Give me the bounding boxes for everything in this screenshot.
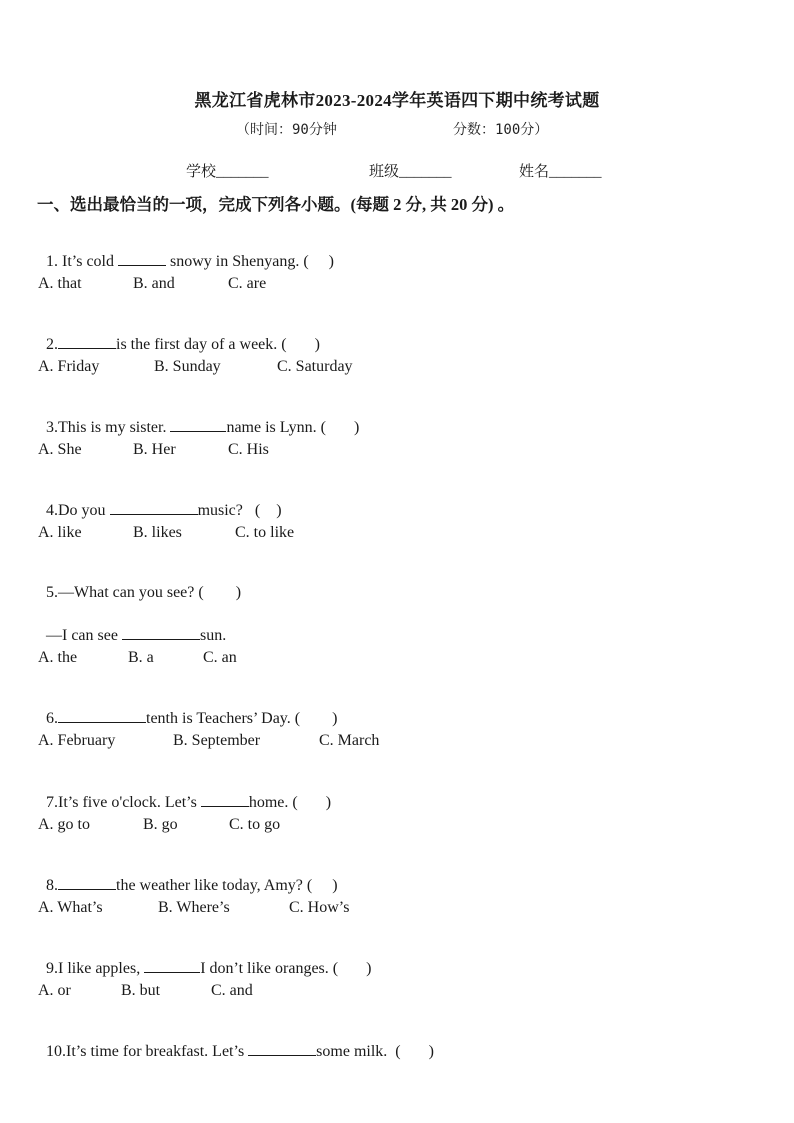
answer-blank [201,792,249,807]
question-text: some milk. ( ) [316,1043,434,1060]
question-4 [38,482,282,520]
question-5-line-2 [38,607,226,645]
question-text: is the first day of a week. ( ) [116,336,320,353]
option-c: C. How’s [289,899,350,916]
section-heading: 一、选出最恰当的一项，完成下列各小题。(每题 2 分, 共 20 分) 。 [37,195,515,214]
option-b: B. a [128,649,154,666]
question-text: name is Lynn. ( ) [226,419,360,436]
option-b: B. September [173,732,261,749]
option-a: A. that [38,275,82,292]
question-text: 1. It’s cold [46,253,118,270]
time-info: （时间：90分钟 [236,122,337,138]
question-text: 7.It’s five o'clock. Let’s [46,794,201,811]
question-text: 3.This is my sister. [46,419,171,436]
option-c: C. March [319,732,380,749]
option-a: A. go to [38,816,90,833]
question-text: 6. [46,710,58,727]
answer-blank [170,417,226,432]
question-1 [38,233,334,271]
page-title: 黑龙江省虎林市2023-2024学年英语四下期中统考试题 [194,91,600,110]
answer-blank [58,334,116,349]
question-7 [38,774,331,812]
option-b: B. likes [133,524,182,541]
question-text: sun. [199,627,227,644]
option-b: B. go [143,816,178,833]
score-info: 分数：100分） [453,122,549,138]
answer-blank [248,1041,316,1056]
option-c: C. and [211,982,253,999]
question-text: —I can see [46,627,122,644]
question-text: 8. [46,877,58,894]
option-c: C. an [203,649,237,666]
answer-blank [58,708,146,723]
option-a: A. or [38,982,71,999]
option-a: A. like [38,524,82,541]
question-5 [38,566,241,602]
question-text: 2. [46,336,58,353]
question-9 [38,940,371,978]
option-b: B. Sunday [154,358,221,375]
question-2 [38,316,320,354]
answer-blank [144,958,200,973]
option-c: C. to like [235,524,295,541]
option-b: B. but [121,982,161,999]
question-text: music? ( ) [197,502,282,519]
option-a: A. She [38,441,82,458]
question-3 [38,399,359,437]
school-field: 学校_______ [186,164,269,180]
option-b: B. Where’s [158,899,230,916]
option-a: A. Friday [38,358,100,375]
question-6 [38,690,337,728]
answer-blank [110,500,198,515]
name-field: 姓名_______ [519,164,602,180]
question-text: home. ( ) [248,794,332,811]
option-c: C. His [228,441,269,458]
answer-blank [58,875,116,890]
question-text: 10.It’s time for breakfast. Let’s [46,1043,249,1060]
option-a: A. What’s [38,899,103,916]
question-text: 9.I like apples, [46,960,145,977]
question-text: 5.—What can you see? ( ) [46,584,242,601]
option-c: C. to go [229,816,281,833]
answer-blank [118,251,166,266]
question-text: the weather like today, Amy? ( ) [116,877,338,894]
question-text: snowy in Shenyang. ( ) [166,253,334,270]
option-a: A. the [38,649,78,666]
question-8 [38,857,338,895]
question-text: 4.Do you [46,502,110,519]
question-10 [38,1023,434,1061]
option-b: B. Her [133,441,176,458]
option-c: C. Saturday [277,358,353,375]
option-a: A. February [38,732,116,749]
option-b: B. and [133,275,175,292]
class-field: 班级_______ [369,164,452,180]
option-c: C. are [228,275,267,292]
question-text: I don’t like oranges. ( ) [200,960,372,977]
answer-blank [122,625,200,640]
question-text: tenth is Teachers’ Day. ( ) [146,710,338,727]
